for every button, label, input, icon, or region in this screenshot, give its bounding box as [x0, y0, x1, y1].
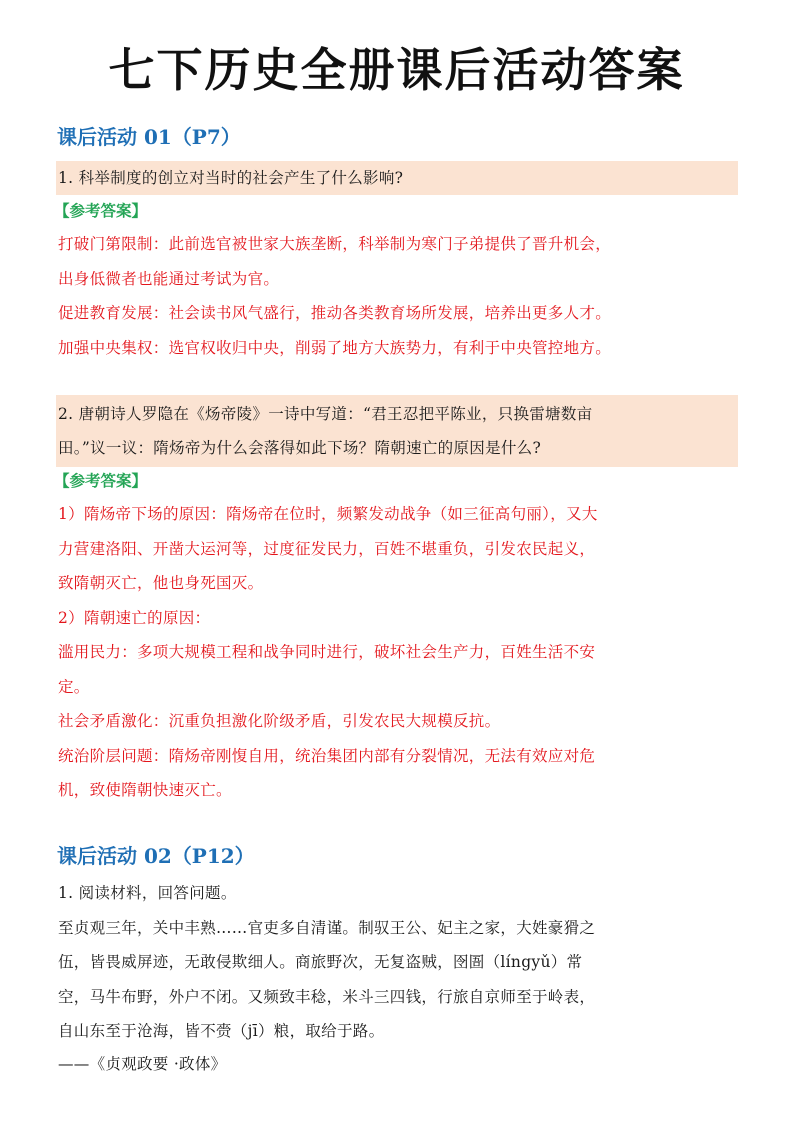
question-line: 1. 阅读材料，回答问题。: [58, 884, 237, 902]
material-block: [58, 876, 748, 1079]
question-line: 1. 科举制度的创立对当时的社会产生了什么影响?: [58, 169, 404, 187]
question-line: 2. 唐朝诗人罗隐在《炀帝陵》一诗中写道：“君王忍把平陈业，只换雷塘数亩: [58, 405, 593, 423]
answer-label: 【参考答案】: [54, 471, 148, 490]
answer-line: 社会矛盾激化：沉重负担激化阶级矛盾，引发农民大规模反抗。: [58, 712, 501, 730]
page-title: 七下历史全册课后活动答案: [108, 43, 685, 97]
answer-line: 致隋朝灭亡，他也身死国灭。: [58, 574, 264, 592]
section-heading-01: 课后活动 01（P7）: [57, 125, 241, 149]
answer-label: 【参考答案】: [54, 201, 148, 220]
answer-block-2: [58, 497, 748, 808]
answer-line: 定。: [58, 677, 90, 696]
material-line: 空，马牛布野，外户不闭。又频致丰稔，米斗三四钱，行旅自京师至于岭表，: [58, 987, 596, 1006]
answer-line: 机，致使隋朝快速灭亡。: [58, 781, 232, 799]
answer-line: 加强中央集权：选官权收归中央，削弱了地方大族势力，有利于中央管控地方。: [58, 338, 612, 357]
question-line: 田。”议一议：隋炀帝为什么会落得如此下场？隋朝速亡的原因是什么?: [58, 439, 542, 457]
answer-line: 打破门第限制：此前选官被世家大族垄断，科举制为寒门子弟提供了晋升机会，: [58, 235, 612, 253]
material-line: 至贞观三年，关中丰熟……官吏多自清谨。制驭王公、妃主之家，大姓豪猾之: [58, 918, 596, 937]
answer-block-1: [58, 227, 748, 365]
answer-line: 统治阶层问题：隋炀帝刚愎自用，统治集团内部有分裂情况，无法有效应对危: [58, 746, 596, 765]
material-source: ——《贞观政要 ·政体》: [58, 1054, 227, 1073]
answer-line: 滥用民力：多项大规模工程和战争同时进行，破坏社会生产力，百姓生活不安: [58, 643, 596, 661]
material-line: 自山东至于沧海，皆不赍（jī）粮，取给于路。: [58, 1022, 385, 1040]
answer-line: 1）隋炀帝下场的原因：隋炀帝在位时，频繁发动战争（如三征高句丽），又大: [58, 505, 598, 523]
material-line: 伍，皆畏威屏迹，无敢侵欺细人。商旅野次，无复盗贼，囹圄（língyǔ）常: [58, 953, 583, 971]
section-heading-02: 课后活动 02（P12）: [57, 844, 255, 868]
answer-line: 促进教育发展：社会读书风气盛行，推动各类教育场所发展，培养出更多人才。: [58, 304, 612, 322]
answer-line: 2）隋朝速亡的原因：: [58, 608, 211, 627]
question-box-1: [56, 161, 738, 195]
answer-line: 出身低微者也能通过考试为官。: [58, 269, 280, 288]
question-box-2: [56, 395, 738, 467]
answer-line: 力营建洛阳、开凿大运河等，过度征发民力，百姓不堪重负，引发农民起义，: [58, 539, 596, 558]
